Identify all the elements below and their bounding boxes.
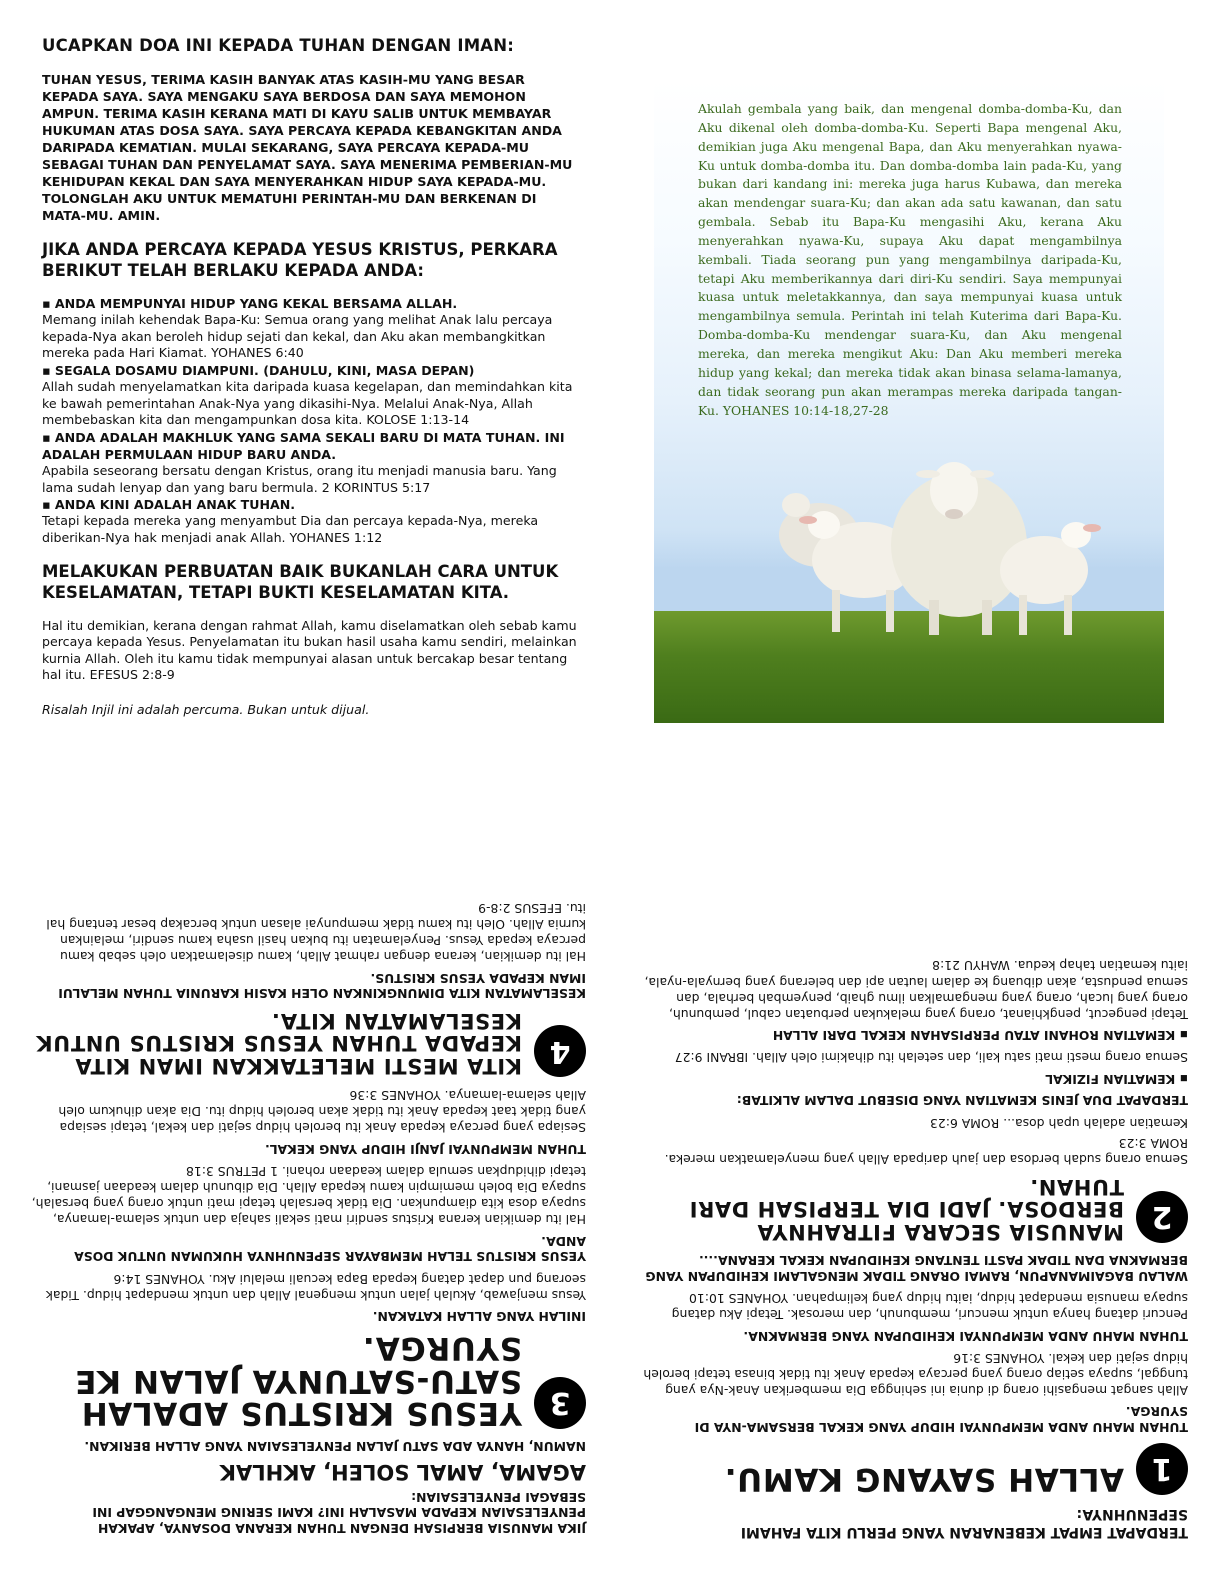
prayer-panel [42,36,582,756]
point-3-text-2: Hal itu demikian kerana Kristus sendiri mati sekali sahaja dan untuk selama-lamanya, supaya dosa kita diampunkan. Dia tidak bersalah tetapi mati untuk orang yang bersalah, supaya Dia boleh memimpin kamu kepada Allah. Dia dibunuh dalam keadaan jasmani, tetapi dihidupkan semula dalam keadaan rohani. 1 PETRUS 3:18 [31,1164,586,1228]
believe-text-4: Tetapi kepada mereka yang menyambut Dia dan percaya kepada-Nya, mereka diberikan-Nya hak menjadi anak Allah. YOHANES 1:12 [42,513,539,545]
point-1-title: ALLAH SAYANG KAMU. [724,1461,1124,1497]
points-3-4-panel [30,786,586,1542]
point-1-text-1: Allah sangat mengasihi orang di dunia ini sehingga Dia memberikan Anak-Nya yang tunggal, supaya setiap orang yang percaya kepada Anak itu tidak binasa tetapi beroleh hidup sejati dan kekal. YOHANES 3:16 [643,1350,1188,1398]
point-3-title: YESUS KRISTUS ADALAH SATU-SATUNYA JALAN KE SYURGA. [74,1330,522,1431]
point-3-text-3: Sesiapa yang percaya kepada Anak itu beroleh hidup sejati dan kekal, tetapi sesiapa yang tidak taat kepada Anak itu tidak akan beroleh hidup itu. Dia akan dihukum oleh Allah selama-lamanya. YOHANES 3:36 [58,1088,586,1136]
sheep-illustration [714,450,1114,640]
believe-text-2: Allah sudah menyelamatkan kita daripada kuasa kegelapan, dan memindahkan kita ke bawah pemerintahan Anak-Nya yang dikasihi-Nya. Melalui Anak-Nya, Allah membebaskan kita dan mengampunkan dosa kita. KOLOSE 1:13-14 [42,379,573,428]
number-4-badge: 4 [534,1025,586,1077]
prayer-text: TUHAN YESUS, TERIMA KASIH BANYAK ATAS KASIH-MU YANG BESAR KEPADA SAYA. SAYA MENGAKU SAYA BERDOSA DAN SAYA MEMOHON AMPUN. TERIMA KASIH KERANA MATI DI KAYU SALIB UNTUK MEMBAYAR HUKUMAN ATAS DOSA SAYA. SAYA PERCAYA KEPADA KEBANGKITAN ANDA DARIPADA KEMATIAN. MULAI SEKARANG, SAYA PERCAYA KEPADA-MU SEBAGAI TUHAN DAN PENYELAMAT SAYA. SAYA MENERIMA PEMBERIAN-MU KEHIDUPAN KEKAL DAN SAYA MENYERAHKAN HIDUP SAYA KEPADA-MU. TOLONGLAH AKU UNTUK MEMATUHI PERINTAH-MU DAN BERKENAN DI MATA-MU. AMIN. [42,72,573,223]
point-4-sub-1: KESELAMATAN KITA DIMUNGKINKAN OLEH KASIH KARUNIA TUHAN MELALUI IMAN KEPADA YESUS KRISTUS. [58,970,586,1002]
point-3-sub-3: TUHAN MEMPUNYAI JANJI HIDUP YANG KEKAL. [264,1141,586,1157]
point-3-sub-1: INILAH YANG ALLAH KATAKAN. [372,1309,586,1325]
point-3-sub-2: YESUS KRISTUS TELAH MEMBAYAR SEPENUHNYA HUKUMAN UNTUK DOSA ANDA. [74,1233,586,1265]
point-4-text-1: Hal itu demikian, kerana dengan rahmat Allah, kamu diselamatkan oleh sebab kamu percaya kepada Yesus. Penyelamatan itu bukan hasil usaha kamu sendiri, melainkan kurnia Allah. Oleh itu kamu tidak mempunyai alasan untuk bercakap besar tentang hal itu. EFESUS 2:8-9 [46,900,586,965]
four-truths-intro: TERDAPAT EMPAT KEBENARAN YANG PERLU KITA FAHAMI SEPENUHNYA: [740,1506,1188,1540]
point-2-sub-2: ▪ KEMATIAN FIZIKAL [1045,1071,1188,1087]
points-1-2-panel [640,786,1188,1546]
prayer-heading: UCAPKAN DOA INI KEPADA TUHAN DENGAN IMAN: [42,36,515,55]
believe-bullet-2: ▪ SEGALA DOSAMU DIAMPUNI. (DAHULU, KINI, MASA DEPAN) [42,363,475,379]
works-heading: MELAKUKAN PERBUATAN BAIK BUKANLAH CARA UNTUK KESELAMATAN, TETAPI BUKTI KESELAMATAN KITA. [42,562,559,602]
solution-question: JIKA MANUSIA BERPISAH DENGAN TUHAN KERANA DOSANYA, APAKAH PENYELESAIAN KEPADA MASALAH INI? KAMI SERING MENGANGGAP INI SEBAGAI PENYELESAIAN: [92,1490,586,1536]
number-1-badge: 1 [1136,1443,1188,1495]
believe-bullet-1: ▪ ANDA MEMPUNYAI HIDUP YANG KEKAL BERSAMA ALLAH. [42,296,458,312]
sheep-photo-panel [654,80,1164,723]
point-2-text-4: Tetapi pengecut, pengkhianat, orang yang melakukan perbuatan cabul, pembunuh, orang yang lucah, orang yang mengamalkan ilmu ghaib, penyembah berhala, dan semua pendusta, akan dibuang ke dalam lautan api dan belerang yang bernyala-nyala, iaitu kematian tahap kedua. WAHYU 21:8 [644,958,1188,1022]
free-tract-note: Risalah Injil ini adalah percuma. Bukan untuk dijual. [42,702,370,718]
point-2-text-2: Kematian adalah upah dosa... ROMA 6:23 [929,1115,1188,1131]
point-2-text-3: Semua orang mesti mati satu kali, dan setelah itu dihakimi oleh Allah. IBRANI 9:27 [674,1050,1188,1066]
point-1-sub-2: TUHAN MAHU ANDA MEMPUNYAI KEHIDUPAN YANG BERMAKNA. [743,1328,1188,1344]
point-2-sub-1: TERDAPAT DUA JENIS KEMATIAN YANG DISEBUT DALAM ALKITAB: [736,1093,1188,1109]
believe-bullet-4: ▪ ANDA KINI ADALAH ANAK TUHAN. [42,497,296,513]
solution-however: NAMUN, HANYA ADA SATU JALAN PENYELESAIAN YANG ALLAH BERIKAN. [84,1439,586,1455]
point-2-text-1: Semua orang sudah berdosa dan jauh daripada Allah yang menyelamatkan mereka. ROMA 3:23 [664,1135,1188,1167]
believe-heading: JIKA ANDA PERCAYA KEPADA YESUS KRISTUS, PERKARA BERIKUT TELAH BERLAKU KEPADA ANDA: [42,240,558,280]
number-3-badge: 3 [534,1377,586,1429]
works-text: Hal itu demikian, kerana dengan rahmat Allah, kamu diselamatkan oleh sebab kamu percaya kepada Yesus. Penyelamatan itu bukan hasil usaha kamu sendiri, melainkan kurnia Allah. Oleh itu kamu tidak mempunyai alasan untuk bercakap besar tentang hal itu. EFESUS 2:8-9 [42,617,577,683]
believe-text-1: Memang inilah kehendak Bapa-Ku: Semua orang yang melihat Anak lalu percaya kepada-Nya akan beroleh hidup sejati dan kekal, dan Aku akan membangkitkan mereka pada Hari Kiamat. YOHANES 6:40 [42,312,553,361]
point-2-sub-3: ▪ KEMATIAN ROHANI ATAU PERPISAHAN KEKAL DARI ALLAH [772,1028,1188,1044]
believe-bullet-3: ▪ ANDA ADALAH MAKHLUK YANG SAMA SEKALI BARU DI MATA TUHAN. INI ADALAH PERMULAAN HIDUP BARU ANDA. [42,429,565,462]
point-1-sub-3: WALAU BAGAIMANAPUN, RAMAI ORANG TIDAK MENGALAMI KEHIDUPAN YANG BERMAKNA DAN TIDAK PASTI TENTANG KEHIDUPAN KEKAL KERANA.... [645,1253,1188,1284]
number-2-badge: 2 [1136,1191,1188,1243]
point-1-sub-1: TUHAN MAHU ANDA MEMPUNYAI HIDUP YANG KEKAL BERSAMA-NYA DI SYURGA. [694,1404,1188,1435]
point-4-title: KITA MESTI MELETAKKAN IMAN KITA KEPADA TUHAN YESUS KRISTUS UNTUK KESELAMATAN KITA. [35,1008,522,1079]
point-1-text-2: Pencuri datang hanya untuk mencuri, membunuh, dan merosak. Tetapi Aku datang supaya manusia mendapat hidup, iaitu hidup yang kelimpahan. YOHANES 10:10 [671,1291,1188,1323]
solution-options: AGAMA, AMAL SOLEH, AKHLAK [219,1460,586,1485]
shepherd-quote: Akulah gembala yang baik, dan mengenal domba-domba-Ku, dan Aku dikenal oleh domba-domba-Ku. Seperti Bapa mengenal Aku, demikian juga Aku mengenal Bapa, dan Aku menyerahkan nyawa-Ku untuk domba-domba itu. Dan domba-domba lain pada-Ku, yang bukan dari kandang ini: mereka juga harus Kubawa, dan mereka akan mendengar suara-Ku; dan akan ada satu kawanan, dan satu gembala. Sebab itu Bapa-Ku mengasihi Aku, kerana Aku menyerahkan nyawa-Ku, supaya Aku dapat mengambilnya kembali. Tiada seorang pun yang mengambilnya daripada-Ku, tetapi Aku memberikannya dari diri-Ku sendiri. Saya mempunyai kuasa untuk meletakkannya, dan saya mempunyai kuasa untuk mengambilnya semula. Perintah ini telah Kuterima dari Bapa-Ku. Domba-domba-Ku mendengar suara-Ku, dan Aku mengenal mereka, dan mereka mengikut Aku: Dan Aku memberi mereka hidup yang kekal; dan mereka tidak akan binasa selama-lamanya, dan tidak seorang pun akan merampas mereka daripada tangan-Ku. YOHANES 10:14-18,27-28 [698,101,1122,418]
believe-text-3: Apabila seseorang bersatu dengan Kristus, orang itu menjadi manusia baru. Yang lama sudah lenyap dan yang baru bermula. 2 KORINTUS 5:17 [42,462,557,495]
point-3-text-1: Yesus menjawab, Akulah jalan untuk mengenal Allah dan untuk mendapat hidup. Tidak seorang pun dapat datang kepada Bapa kecuali melalui Aku. YOHANES 14:6 [45,1271,586,1303]
point-2-title: MANUSIA SECARA FITRAHNYA BERDOSA. JADI DIA TERPISAH DARI TUHAN. [689,1174,1124,1244]
